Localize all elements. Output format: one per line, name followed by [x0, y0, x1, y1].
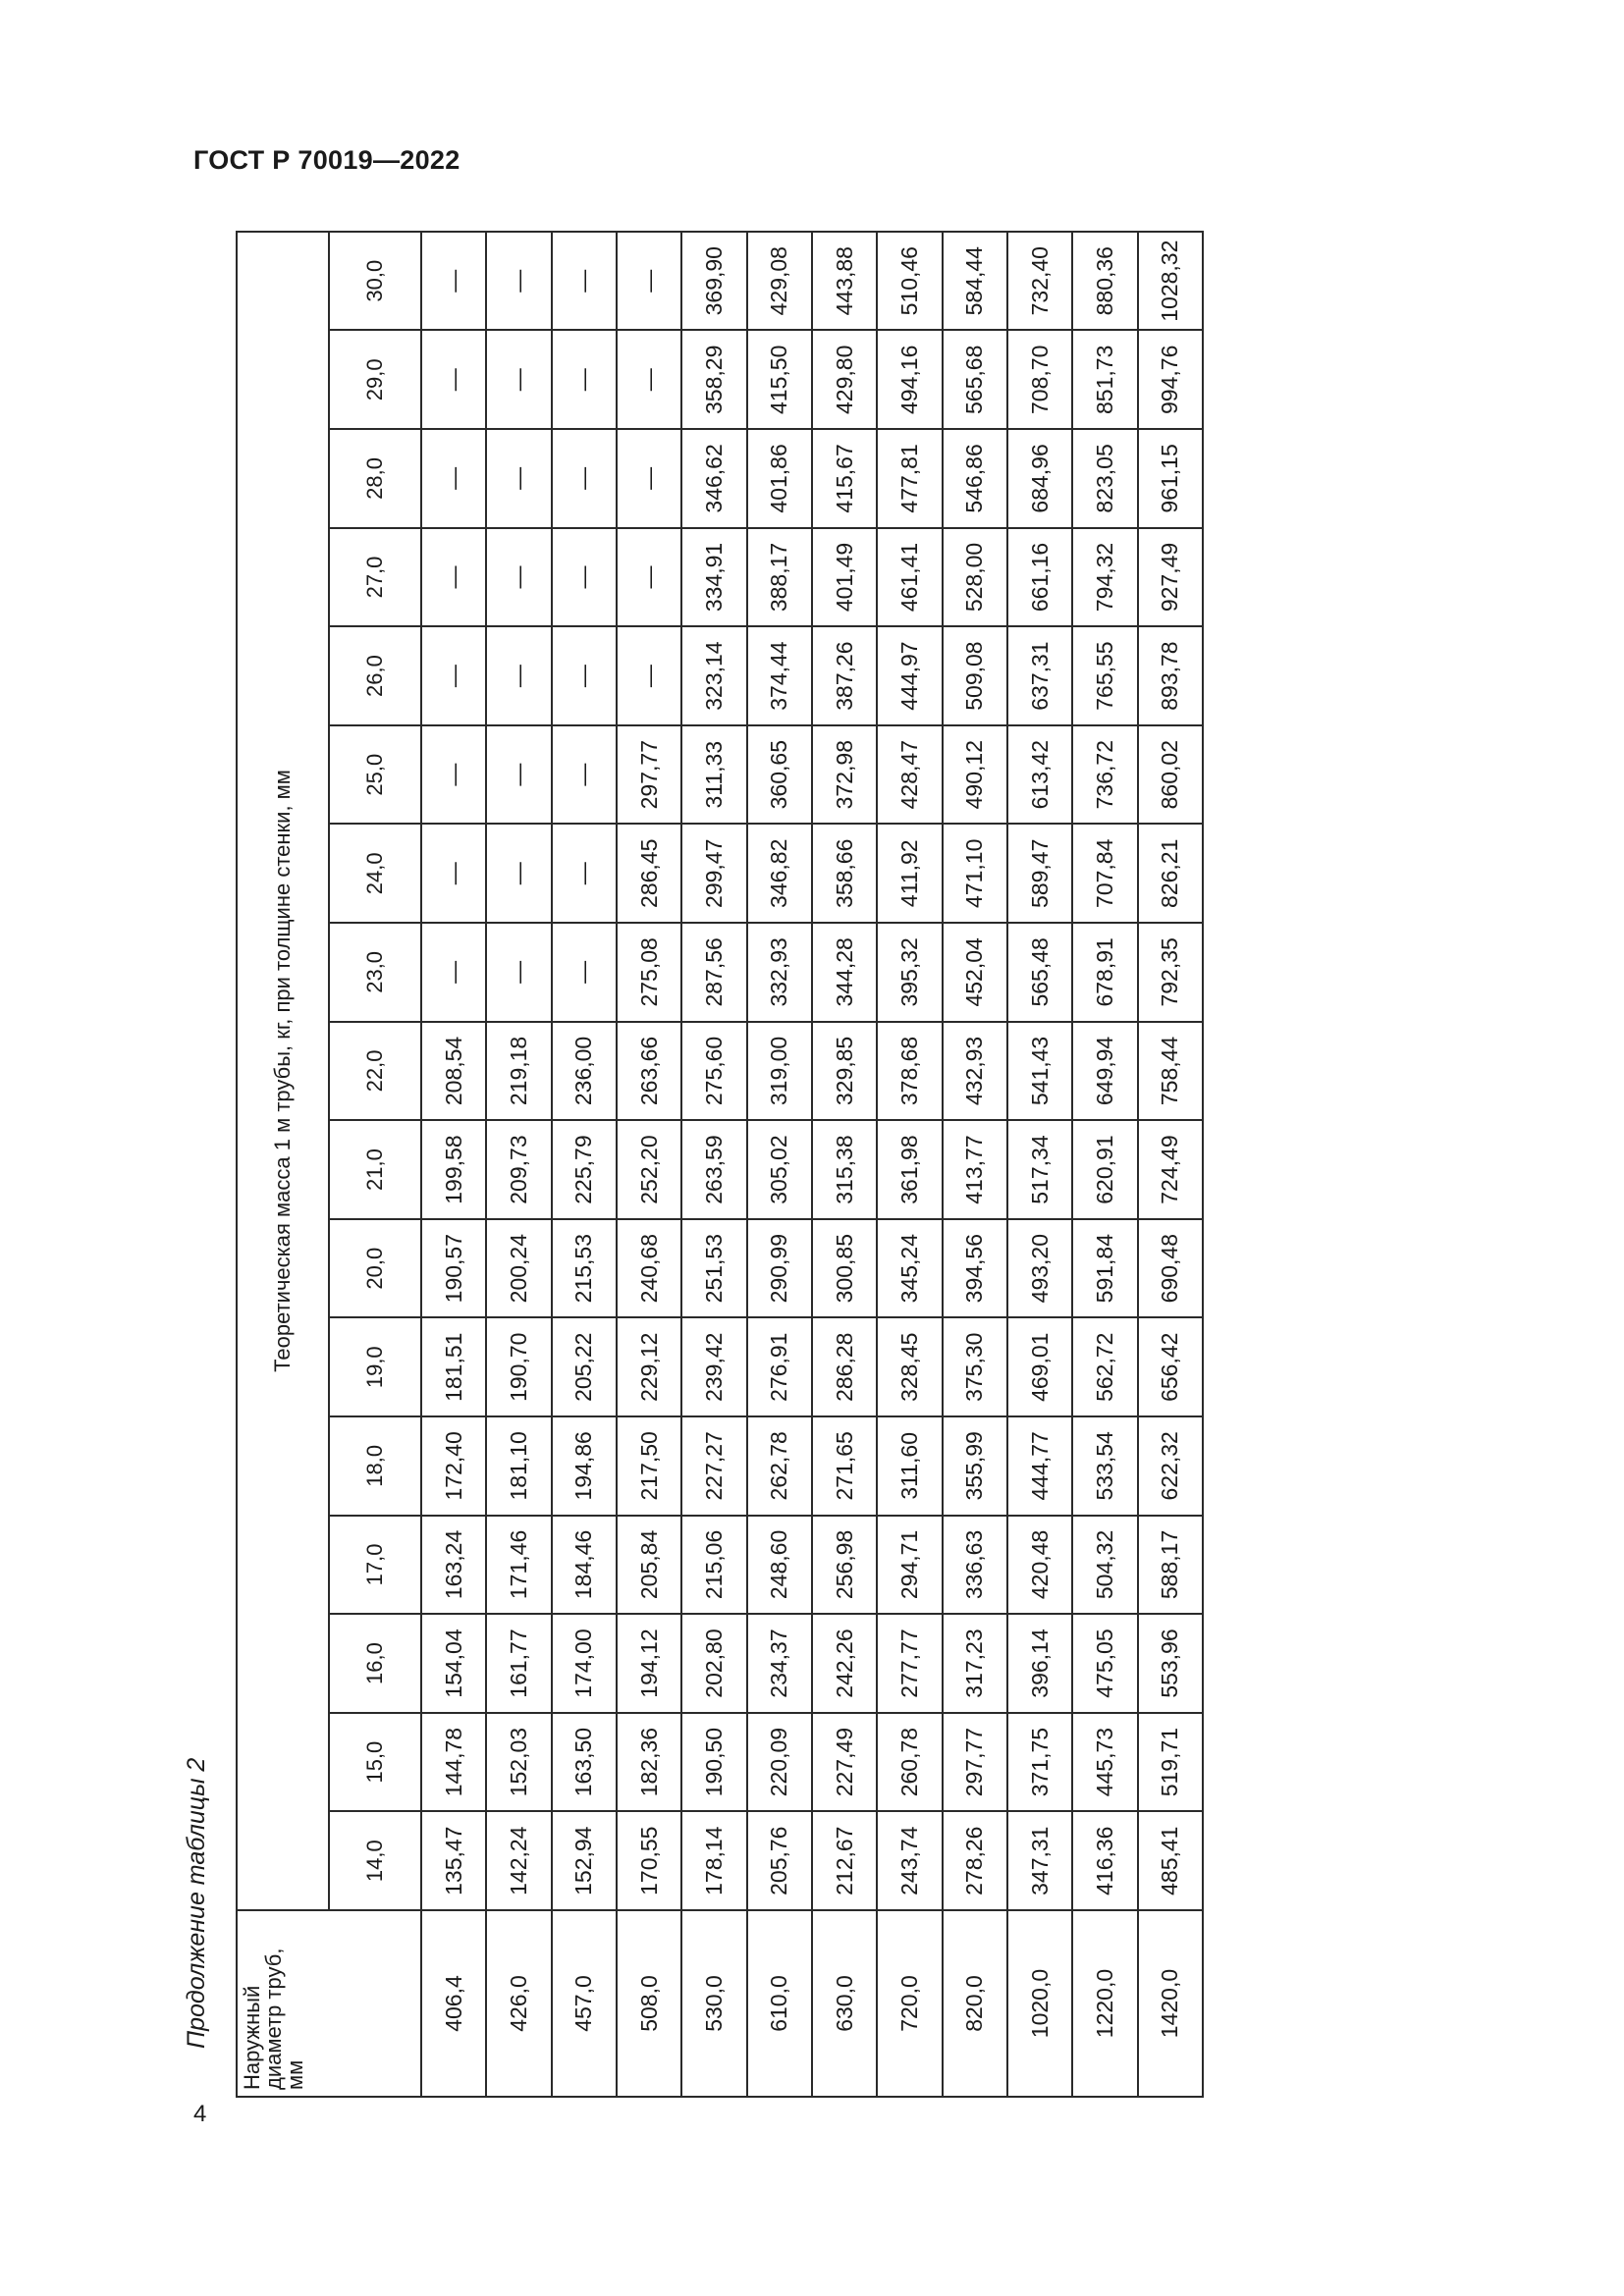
mass-value-cell: 415,67 — [812, 429, 877, 528]
mass-value-cell: 432,93 — [943, 1022, 1007, 1121]
wall-thickness-header: 27,0 — [329, 528, 421, 627]
mass-value-cell: 152,94 — [552, 1811, 617, 1910]
mass-value-cell: — — [617, 429, 681, 528]
mass-value-cell: 361,98 — [877, 1120, 942, 1219]
mass-value-cell: 251,53 — [681, 1219, 746, 1318]
mass-value-cell: 215,53 — [552, 1219, 617, 1318]
mass-value-cell: 461,41 — [877, 528, 942, 627]
mass-value-cell: 190,50 — [681, 1713, 746, 1812]
mass-value-cell: 154,04 — [421, 1614, 486, 1713]
mass-value-cell: 144,78 — [421, 1713, 486, 1812]
mass-value-cell: 395,32 — [877, 923, 942, 1022]
mass-value-cell: 553,96 — [1138, 1614, 1203, 1713]
mass-value-cell: 205,22 — [552, 1317, 617, 1416]
mass-value-cell: 490,12 — [943, 725, 1007, 825]
mass-value-cell: 190,70 — [486, 1317, 551, 1416]
diameter-cell: 457,0 — [552, 1910, 617, 2097]
mass-value-cell: 234,37 — [747, 1614, 812, 1713]
mass-value-cell: 346,82 — [747, 824, 812, 923]
mass-value-cell: 252,20 — [617, 1120, 681, 1219]
mass-value-cell: — — [421, 232, 486, 331]
mass-value-cell: 311,60 — [877, 1416, 942, 1516]
mass-value-cell: 622,32 — [1138, 1416, 1203, 1516]
mass-value-cell: 190,57 — [421, 1219, 486, 1318]
wall-thickness-header: 28,0 — [329, 429, 421, 528]
mass-value-cell: 541,43 — [1007, 1022, 1072, 1121]
mass-value-cell: 588,17 — [1138, 1516, 1203, 1615]
mass-value-cell: 275,60 — [681, 1022, 746, 1121]
mass-value-cell: 171,46 — [486, 1516, 551, 1615]
table-row — [421, 232, 486, 2097]
mass-value-cell: 565,48 — [1007, 923, 1072, 1022]
mass-value-cell: 161,77 — [486, 1614, 551, 1713]
mass-value-cell: 220,09 — [747, 1713, 812, 1812]
mass-value-cell: 242,26 — [812, 1614, 877, 1713]
mass-value-cell: — — [421, 923, 486, 1022]
table-row — [552, 232, 617, 2097]
table-row — [681, 232, 746, 2097]
mass-value-cell: 589,47 — [1007, 824, 1072, 923]
mass-value-cell: 334,91 — [681, 528, 746, 627]
wall-thickness-header: 30,0 — [329, 232, 421, 331]
mass-value-cell: 194,12 — [617, 1614, 681, 1713]
mass-value-cell: 227,27 — [681, 1416, 746, 1516]
mass-value-cell: 248,60 — [747, 1516, 812, 1615]
mass-value-cell: 212,67 — [812, 1811, 877, 1910]
mass-value-cell: 319,00 — [747, 1022, 812, 1121]
mass-table-container — [236, 233, 1204, 2098]
mass-value-cell: 371,75 — [1007, 1713, 1072, 1812]
mass-value-cell: — — [486, 824, 551, 923]
mass-value-cell: 240,68 — [617, 1219, 681, 1318]
mass-value-cell: 174,00 — [552, 1614, 617, 1713]
diameter-cell: 1020,0 — [1007, 1910, 1072, 2097]
mass-value-cell: 388,17 — [747, 528, 812, 627]
mass-value-cell: 469,01 — [1007, 1317, 1072, 1416]
mass-value-cell: 215,06 — [681, 1516, 746, 1615]
mass-value-cell: 649,94 — [1072, 1022, 1137, 1121]
mass-value-cell: 315,38 — [812, 1120, 877, 1219]
mass-value-cell: 219,18 — [486, 1022, 551, 1121]
mass-value-cell: 208,54 — [421, 1022, 486, 1121]
mass-value-cell: 961,15 — [1138, 429, 1203, 528]
wall-thickness-header: 25,0 — [329, 725, 421, 825]
mass-value-cell: 227,49 — [812, 1713, 877, 1812]
mass-value-cell: 299,47 — [681, 824, 746, 923]
mass-value-cell: 509,08 — [943, 626, 1007, 725]
mass-value-cell: 374,44 — [747, 626, 812, 725]
mass-value-cell: 880,36 — [1072, 232, 1137, 331]
mass-value-cell: 851,73 — [1072, 331, 1137, 430]
mass-value-cell: 135,47 — [421, 1811, 486, 1910]
mass-value-cell: — — [486, 725, 551, 825]
mass-value-cell: 256,98 — [812, 1516, 877, 1615]
mass-value-cell: 239,42 — [681, 1317, 746, 1416]
mass-value-cell: 690,48 — [1138, 1219, 1203, 1318]
mass-value-cell: 485,41 — [1138, 1811, 1203, 1910]
mass-value-cell: 372,98 — [812, 725, 877, 825]
wall-thickness-header: 18,0 — [329, 1416, 421, 1516]
mass-value-cell: 182,36 — [617, 1713, 681, 1812]
mass-value-cell: 163,24 — [421, 1516, 486, 1615]
mass-value-cell: — — [486, 331, 551, 430]
mass-value-cell: — — [421, 528, 486, 627]
mass-value-cell: 475,05 — [1072, 1614, 1137, 1713]
mass-value-cell: 286,28 — [812, 1317, 877, 1416]
mass-value-cell: 528,00 — [943, 528, 1007, 627]
mass-value-cell: 184,46 — [552, 1516, 617, 1615]
table-row — [812, 232, 877, 2097]
wall-thickness-header: 26,0 — [329, 626, 421, 725]
mass-value-cell: 294,71 — [877, 1516, 942, 1615]
mass-value-cell: 477,81 — [877, 429, 942, 528]
mass-value-cell: 736,72 — [1072, 725, 1137, 825]
mass-value-cell: 172,40 — [421, 1416, 486, 1516]
mass-value-cell: 369,90 — [681, 232, 746, 331]
mass-value-cell: 217,50 — [617, 1416, 681, 1516]
mass-value-cell: 620,91 — [1072, 1120, 1137, 1219]
mass-value-cell: 200,24 — [486, 1219, 551, 1318]
mass-value-cell: 416,36 — [1072, 1811, 1137, 1910]
mass-value-cell: 375,30 — [943, 1317, 1007, 1416]
document-header: ГОСТ Р 70019—2022 — [193, 145, 460, 175]
mass-value-cell: 533,54 — [1072, 1416, 1137, 1516]
mass-value-cell: — — [552, 626, 617, 725]
mass-value-cell: 429,08 — [747, 232, 812, 331]
diameter-cell: 1420,0 — [1138, 1910, 1203, 2097]
mass-value-cell: 591,84 — [1072, 1219, 1137, 1318]
mass-value-cell: 194,86 — [552, 1416, 617, 1516]
table-row — [617, 232, 681, 2097]
mass-value-cell: 278,26 — [943, 1811, 1007, 1910]
diameter-cell: 630,0 — [812, 1910, 877, 2097]
table-row — [877, 232, 942, 2097]
mass-value-cell: 428,47 — [877, 725, 942, 825]
mass-value-cell: 263,59 — [681, 1120, 746, 1219]
mass-value-cell: 637,31 — [1007, 626, 1072, 725]
mass-value-cell: 732,40 — [1007, 232, 1072, 331]
mass-value-cell: 311,33 — [681, 725, 746, 825]
mass-value-cell: 243,74 — [877, 1811, 942, 1910]
mass-value-cell: 444,97 — [877, 626, 942, 725]
pipe-mass-table — [236, 231, 1204, 2098]
table-row — [747, 232, 812, 2097]
mass-value-cell: — — [552, 923, 617, 1022]
mass-value-cell: — — [552, 725, 617, 825]
mass-value-cell: 471,10 — [943, 824, 1007, 923]
mass-value-cell: — — [486, 429, 551, 528]
diameter-cell: 820,0 — [943, 1910, 1007, 2097]
diameter-column-header: Наружный диаметр труб, мм — [237, 1910, 421, 2097]
wall-thickness-header: 23,0 — [329, 923, 421, 1022]
mass-value-cell: 401,86 — [747, 429, 812, 528]
mass-value-cell: 202,80 — [681, 1614, 746, 1713]
mass-value-cell: — — [486, 923, 551, 1022]
mass-value-cell: — — [552, 824, 617, 923]
mass-value-cell: 765,55 — [1072, 626, 1137, 725]
mass-value-cell: 562,72 — [1072, 1317, 1137, 1416]
mass-value-cell: 163,50 — [552, 1713, 617, 1812]
mass-value-cell: — — [421, 725, 486, 825]
mass-value-cell: 546,86 — [943, 429, 1007, 528]
wall-thickness-header: 16,0 — [329, 1614, 421, 1713]
mass-value-cell: 297,77 — [617, 725, 681, 825]
mass-value-cell: 323,14 — [681, 626, 746, 725]
mass-value-cell: 394,56 — [943, 1219, 1007, 1318]
mass-value-cell: 1028,32 — [1138, 232, 1203, 331]
mass-value-cell: 336,63 — [943, 1516, 1007, 1615]
mass-value-cell: 378,68 — [877, 1022, 942, 1121]
mass-value-cell: 290,99 — [747, 1219, 812, 1318]
mass-value-cell: 276,91 — [747, 1317, 812, 1416]
mass-value-cell: 355,99 — [943, 1416, 1007, 1516]
wall-thickness-header: 15,0 — [329, 1713, 421, 1812]
mass-value-cell: — — [617, 331, 681, 430]
mass-value-cell: 613,42 — [1007, 725, 1072, 825]
mass-value-cell: 724,49 — [1138, 1120, 1203, 1219]
mass-value-cell: 225,79 — [552, 1120, 617, 1219]
mass-value-cell: 517,34 — [1007, 1120, 1072, 1219]
mass-value-cell: 758,44 — [1138, 1022, 1203, 1121]
mass-value-cell: 927,49 — [1138, 528, 1203, 627]
diameter-cell: 610,0 — [747, 1910, 812, 2097]
mass-value-cell: — — [486, 626, 551, 725]
mass-value-cell: 420,48 — [1007, 1516, 1072, 1615]
table-row — [1072, 232, 1137, 2097]
mass-value-cell: 286,45 — [617, 824, 681, 923]
mass-value-cell: — — [486, 528, 551, 627]
mass-value-cell: 684,96 — [1007, 429, 1072, 528]
mass-value-cell: — — [617, 232, 681, 331]
mass-value-cell: — — [552, 528, 617, 627]
mass-value-cell: — — [421, 626, 486, 725]
table-row — [486, 232, 551, 2097]
wall-thickness-header: 14,0 — [329, 1811, 421, 1910]
mass-value-cell: 271,65 — [812, 1416, 877, 1516]
mass-value-cell: 443,88 — [812, 232, 877, 331]
thickness-header-row — [329, 232, 421, 2097]
mass-value-cell: — — [421, 331, 486, 430]
mass-value-cell: 209,73 — [486, 1120, 551, 1219]
diameter-cell: 426,0 — [486, 1910, 551, 2097]
mass-value-cell: — — [552, 232, 617, 331]
mass-value-cell: — — [552, 429, 617, 528]
mass-value-cell: 181,10 — [486, 1416, 551, 1516]
mass-value-cell: — — [486, 232, 551, 331]
mass-value-cell: 444,77 — [1007, 1416, 1072, 1516]
wall-thickness-header: 19,0 — [329, 1317, 421, 1416]
wall-thickness-header: 17,0 — [329, 1516, 421, 1615]
mass-value-cell: 181,51 — [421, 1317, 486, 1416]
mass-group-header: Теоретическая масса 1 м трубы, кг, при толщине стенки, мм — [237, 232, 329, 1910]
mass-value-cell: 287,56 — [681, 923, 746, 1022]
table-continuation-label: Продолжение таблицы 2 — [183, 1757, 210, 2049]
mass-value-cell: 794,32 — [1072, 528, 1137, 627]
mass-value-cell: 205,84 — [617, 1516, 681, 1615]
mass-value-cell: 275,08 — [617, 923, 681, 1022]
mass-value-cell: 387,26 — [812, 626, 877, 725]
mass-value-cell: 413,77 — [943, 1120, 1007, 1219]
mass-value-cell: 792,35 — [1138, 923, 1203, 1022]
mass-value-cell: 494,16 — [877, 331, 942, 430]
mass-value-cell: 429,80 — [812, 331, 877, 430]
mass-value-cell: 493,20 — [1007, 1219, 1072, 1318]
mass-value-cell: 519,71 — [1138, 1713, 1203, 1812]
wall-thickness-header: 20,0 — [329, 1219, 421, 1318]
mass-value-cell: — — [421, 429, 486, 528]
mass-value-cell: 305,02 — [747, 1120, 812, 1219]
mass-value-cell: — — [421, 824, 486, 923]
mass-value-cell: 510,46 — [877, 232, 942, 331]
mass-value-cell: 396,14 — [1007, 1614, 1072, 1713]
mass-value-cell: 178,14 — [681, 1811, 746, 1910]
mass-value-cell: — — [552, 331, 617, 430]
wall-thickness-header: 22,0 — [329, 1022, 421, 1121]
mass-value-cell: 708,70 — [1007, 331, 1072, 430]
wall-thickness-header: 24,0 — [329, 824, 421, 923]
mass-value-cell: 707,84 — [1072, 824, 1137, 923]
mass-value-cell: 823,05 — [1072, 429, 1137, 528]
mass-value-cell: 445,73 — [1072, 1713, 1137, 1812]
mass-value-cell: 360,65 — [747, 725, 812, 825]
mass-value-cell: 358,66 — [812, 824, 877, 923]
mass-value-cell: — — [617, 626, 681, 725]
mass-value-cell: 332,93 — [747, 923, 812, 1022]
mass-value-cell: 826,21 — [1138, 824, 1203, 923]
mass-value-cell: 297,77 — [943, 1713, 1007, 1812]
mass-value-cell: 678,91 — [1072, 923, 1137, 1022]
mass-value-cell: 584,44 — [943, 232, 1007, 331]
wall-thickness-header: 21,0 — [329, 1120, 421, 1219]
table-row — [943, 232, 1007, 2097]
mass-value-cell: 504,32 — [1072, 1516, 1137, 1615]
table-row — [1138, 232, 1203, 2097]
wall-thickness-header: 29,0 — [329, 331, 421, 430]
mass-value-cell: 994,76 — [1138, 331, 1203, 430]
mass-value-cell: 260,78 — [877, 1713, 942, 1812]
mass-value-cell: 415,50 — [747, 331, 812, 430]
mass-value-cell: 262,78 — [747, 1416, 812, 1516]
mass-value-cell: 411,92 — [877, 824, 942, 923]
mass-value-cell: 347,31 — [1007, 1811, 1072, 1910]
mass-value-cell: 452,04 — [943, 923, 1007, 1022]
page-number: 4 — [193, 2101, 207, 2127]
mass-value-cell: 142,24 — [486, 1811, 551, 1910]
mass-value-cell: 300,85 — [812, 1219, 877, 1318]
mass-value-cell: 170,55 — [617, 1811, 681, 1910]
mass-value-cell: 346,62 — [681, 429, 746, 528]
diameter-cell: 1220,0 — [1072, 1910, 1137, 2097]
table-row — [1007, 232, 1072, 2097]
diameter-cell: 508,0 — [617, 1910, 681, 2097]
mass-value-cell: 329,85 — [812, 1022, 877, 1121]
mass-value-cell: 358,29 — [681, 331, 746, 430]
mass-value-cell: — — [617, 528, 681, 627]
mass-value-cell: 229,12 — [617, 1317, 681, 1416]
mass-value-cell: 344,28 — [812, 923, 877, 1022]
mass-value-cell: 277,77 — [877, 1614, 942, 1713]
mass-value-cell: 345,24 — [877, 1219, 942, 1318]
mass-value-cell: 317,23 — [943, 1614, 1007, 1713]
mass-value-cell: 860,02 — [1138, 725, 1203, 825]
diameter-cell: 720,0 — [877, 1910, 942, 2097]
mass-value-cell: 205,76 — [747, 1811, 812, 1910]
mass-value-cell: 661,16 — [1007, 528, 1072, 627]
mass-value-cell: 236,00 — [552, 1022, 617, 1121]
mass-value-cell: 893,78 — [1138, 626, 1203, 725]
mass-value-cell: 328,45 — [877, 1317, 942, 1416]
diameter-cell: 406,4 — [421, 1910, 486, 2097]
mass-value-cell: 401,49 — [812, 528, 877, 627]
mass-value-cell: 199,58 — [421, 1120, 486, 1219]
mass-value-cell: 565,68 — [943, 331, 1007, 430]
mass-value-cell: 656,42 — [1138, 1317, 1203, 1416]
mass-value-cell: 263,66 — [617, 1022, 681, 1121]
mass-value-cell: 152,03 — [486, 1713, 551, 1812]
diameter-cell: 530,0 — [681, 1910, 746, 2097]
